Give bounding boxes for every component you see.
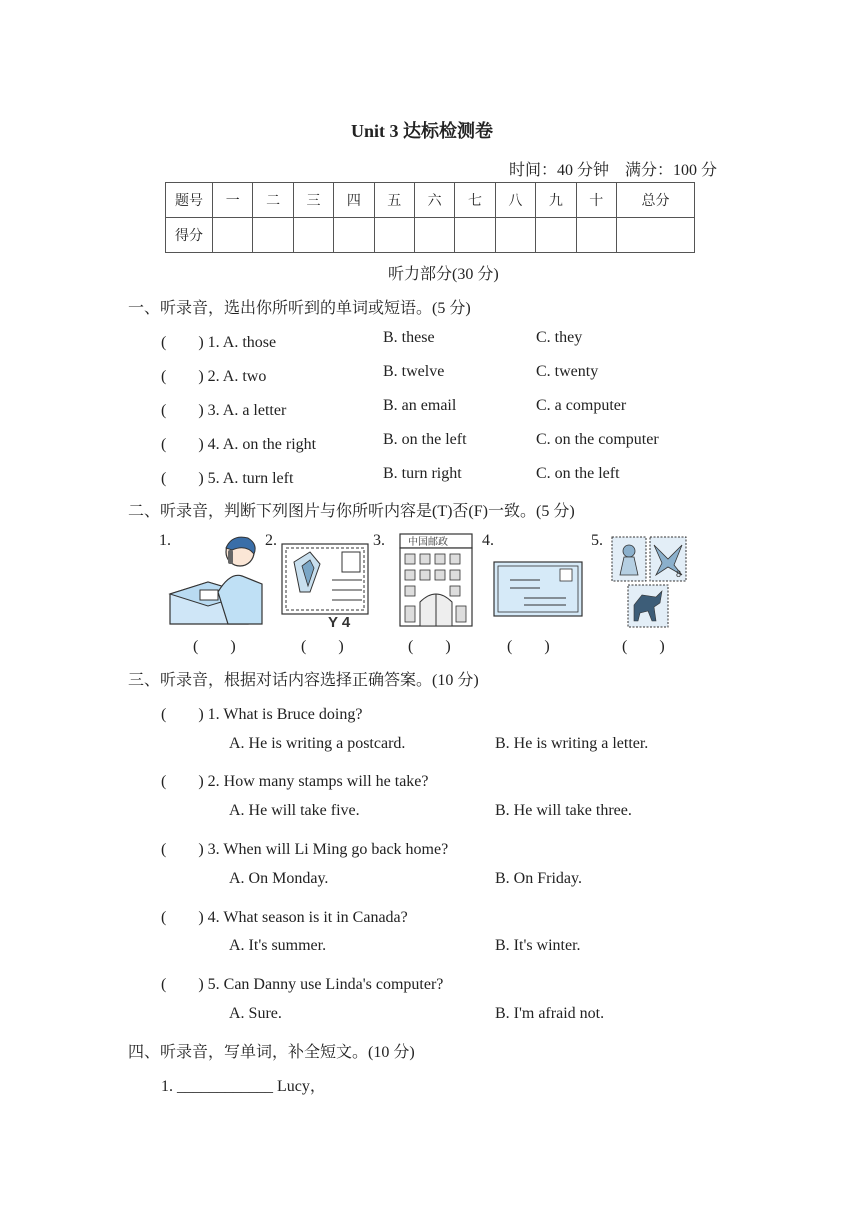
score-table-score-row	[166, 218, 695, 253]
score-cell[interactable]	[253, 218, 293, 253]
section4-heading: 四、听录音，写单词，补全短文。(10 分)	[128, 1044, 415, 1061]
listening-heading: 听力部分(30 分)	[388, 266, 499, 283]
score-row-label: 得分	[166, 218, 213, 253]
picture-label: 4.	[482, 532, 494, 549]
score-cell[interactable]	[616, 218, 694, 253]
score-cell[interactable]	[495, 218, 535, 253]
score-cell[interactable]	[414, 218, 454, 253]
answer-blank[interactable]: ( )	[507, 638, 550, 655]
score-header-cell: 六	[414, 183, 454, 218]
section4-line: 1. ____________ Lucy，	[161, 1078, 326, 1095]
envelope-icon	[492, 560, 586, 620]
picture-label: 1.	[159, 532, 171, 549]
section3-option-b: B. On Friday.	[495, 870, 582, 887]
score-table-header-row	[166, 183, 695, 218]
section1-item-a: ( ) 2. A. two	[161, 368, 267, 385]
section3-option-a: A. It's summer.	[229, 937, 327, 954]
answer-blank[interactable]: ( )	[301, 638, 344, 655]
section3-option-a: A. He is writing a postcard.	[229, 735, 406, 752]
picture-label: 5.	[591, 532, 603, 549]
section1-item-c: C. on the left	[536, 465, 620, 482]
section3-heading: 三、听录音，根据对话内容选择正确答案。(10 分)	[128, 672, 479, 689]
section1-item-b: B. on the left	[383, 431, 467, 448]
section1-item-c: C. on the computer	[536, 431, 659, 448]
picture-label: 3.	[373, 532, 385, 549]
score-cell[interactable]	[374, 218, 414, 253]
section3-option-a: A. On Monday.	[229, 870, 329, 887]
answer-blank[interactable]: ( )	[193, 638, 236, 655]
score-header-cell: 题号	[166, 183, 213, 218]
section1-item-c: C. they	[536, 329, 583, 346]
section1-item-c: C. a computer	[536, 397, 627, 414]
score-header-cell: 总分	[616, 183, 694, 218]
score-header-cell: 三	[293, 183, 333, 218]
section3-question: ( ) 2. How many stamps will he take?	[161, 773, 429, 790]
score-header-cell: 七	[455, 183, 495, 218]
section2-heading: 二、听录音，判断下列图片与你所听内容是(T)否(F)一致。(5 分)	[128, 503, 575, 520]
stamp-value: 8	[676, 569, 682, 579]
postcard-icon	[280, 542, 372, 630]
section3-option-b: B. I'm afraid not.	[495, 1005, 605, 1022]
section3-question: ( ) 1. What is Bruce doing?	[161, 706, 363, 723]
person-phone-computer-icon	[168, 532, 264, 628]
time-info: 时间：40 分钟 满分：100 分	[509, 162, 718, 179]
post-office-sign: 中国邮政	[408, 537, 448, 548]
section1-item-b: B. twelve	[383, 363, 445, 380]
postcard-price: Y 4	[328, 614, 351, 630]
score-header-cell: 十	[576, 183, 616, 218]
page-title: Unit 3 达标检测卷	[351, 121, 494, 141]
score-cell[interactable]	[536, 218, 576, 253]
section3-question: ( ) 3. When will Li Ming go back home?	[161, 841, 449, 858]
score-table	[165, 182, 695, 253]
section3-question: ( ) 4. What season is it in Canada?	[161, 909, 408, 926]
section3-option-b: B. He is writing a letter.	[495, 735, 649, 752]
score-header-cell: 五	[374, 183, 414, 218]
section3-option-a: A. He will take five.	[229, 802, 360, 819]
score-header-cell: 二	[253, 183, 293, 218]
section3-option-b: B. He will take three.	[495, 802, 632, 819]
section1-item-a: ( ) 4. A. on the right	[161, 436, 317, 453]
section1-heading: 一、听录音，选出你所听到的单词或短语。(5 分)	[128, 300, 471, 317]
section1-item-c: C. twenty	[536, 363, 599, 380]
score-cell[interactable]	[293, 218, 333, 253]
answer-blank[interactable]: ( )	[408, 638, 451, 655]
score-header-cell: 九	[536, 183, 576, 218]
picture-label: 2.	[265, 532, 277, 549]
post-office-icon	[396, 532, 476, 628]
section1-item-b: B. an email	[383, 397, 457, 414]
score-header-cell: 四	[334, 183, 374, 218]
score-cell[interactable]	[576, 218, 616, 253]
score-cell[interactable]	[455, 218, 495, 253]
score-cell[interactable]	[213, 218, 253, 253]
section1-item-b: B. turn right	[383, 465, 462, 482]
section1-item-a: ( ) 3. A. a letter	[161, 402, 287, 419]
section1-item-a: ( ) 1. A. those	[161, 334, 277, 351]
stamps-icon	[608, 535, 690, 629]
section3-option-a: A. Sure.	[229, 1005, 282, 1022]
section3-question: ( ) 5. Can Danny use Linda's computer?	[161, 976, 444, 993]
section1-item-b: B. these	[383, 329, 435, 346]
answer-blank[interactable]: ( )	[622, 638, 665, 655]
section3-option-b: B. It's winter.	[495, 937, 581, 954]
section1-item-a: ( ) 5. A. turn left	[161, 470, 294, 487]
score-cell[interactable]	[334, 218, 374, 253]
score-header-cell: 一	[213, 183, 253, 218]
score-header-cell: 八	[495, 183, 535, 218]
